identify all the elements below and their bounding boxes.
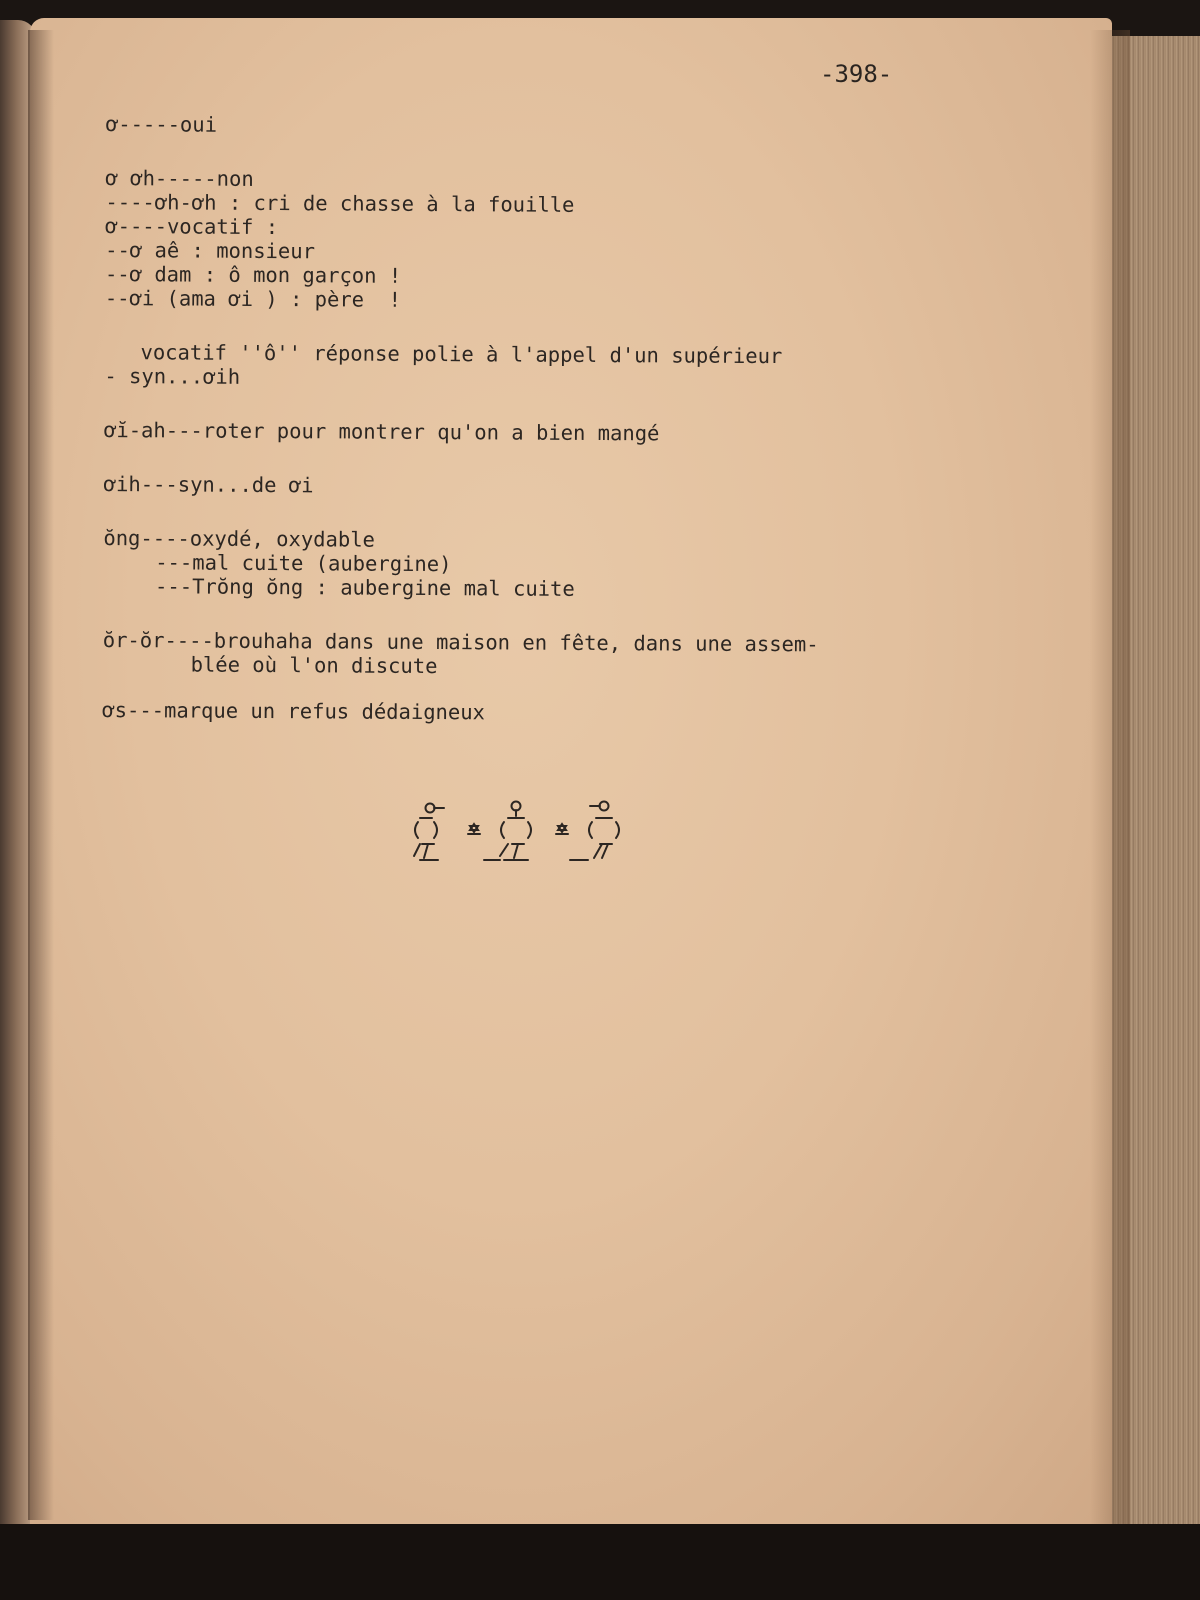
entry-line: ơs---marque un refus dédaigneux <box>102 697 486 725</box>
entry-line: ---Trŏng ŏng : aubergine mal cuite <box>155 574 575 601</box>
entry-line: --ơ dam : ô mon garçon ! <box>104 261 402 288</box>
entry-line: --ơi (ama ơi ) : père ! <box>104 285 402 312</box>
entry-line: --ơ aê : monsieur <box>105 237 316 264</box>
entry-line: ơ ơh-----non <box>105 165 254 191</box>
page-stack-shade <box>1090 30 1130 1530</box>
spine-shadow <box>28 30 54 1520</box>
scan-background <box>0 1524 1200 1600</box>
entry-line: ----ơh-ơh : cri de chasse à la fouille <box>105 189 575 217</box>
entry-line: vocatif ''ô'' réponse polie à l'appel d'un supérieur <box>140 340 783 369</box>
entry-line: - syn...ơih <box>104 363 241 389</box>
page-number: -398- <box>820 60 893 88</box>
entry-line: ơih---syn...de ơi <box>103 471 314 498</box>
dictionary-text <box>102 112 1066 728</box>
entry-line: ŏr-ŏr----brouhaha dans une maison en fête, dans une assem- <box>102 627 819 657</box>
entry-line: ŏng----oxydé, oxydable <box>103 525 375 552</box>
entry-line: ơĭ-ah---roter pour montrer qu'on a bien mangé <box>103 417 660 446</box>
entry-line: ơ----vocatif : <box>105 213 279 240</box>
entry-line: blée où l'on discute <box>190 652 438 679</box>
entry-line: ---mal cuite (aubergine) <box>155 550 452 577</box>
entry-line: ơ-----oui <box>105 112 218 137</box>
typewriter-figures-ornament-icon <box>404 800 644 880</box>
